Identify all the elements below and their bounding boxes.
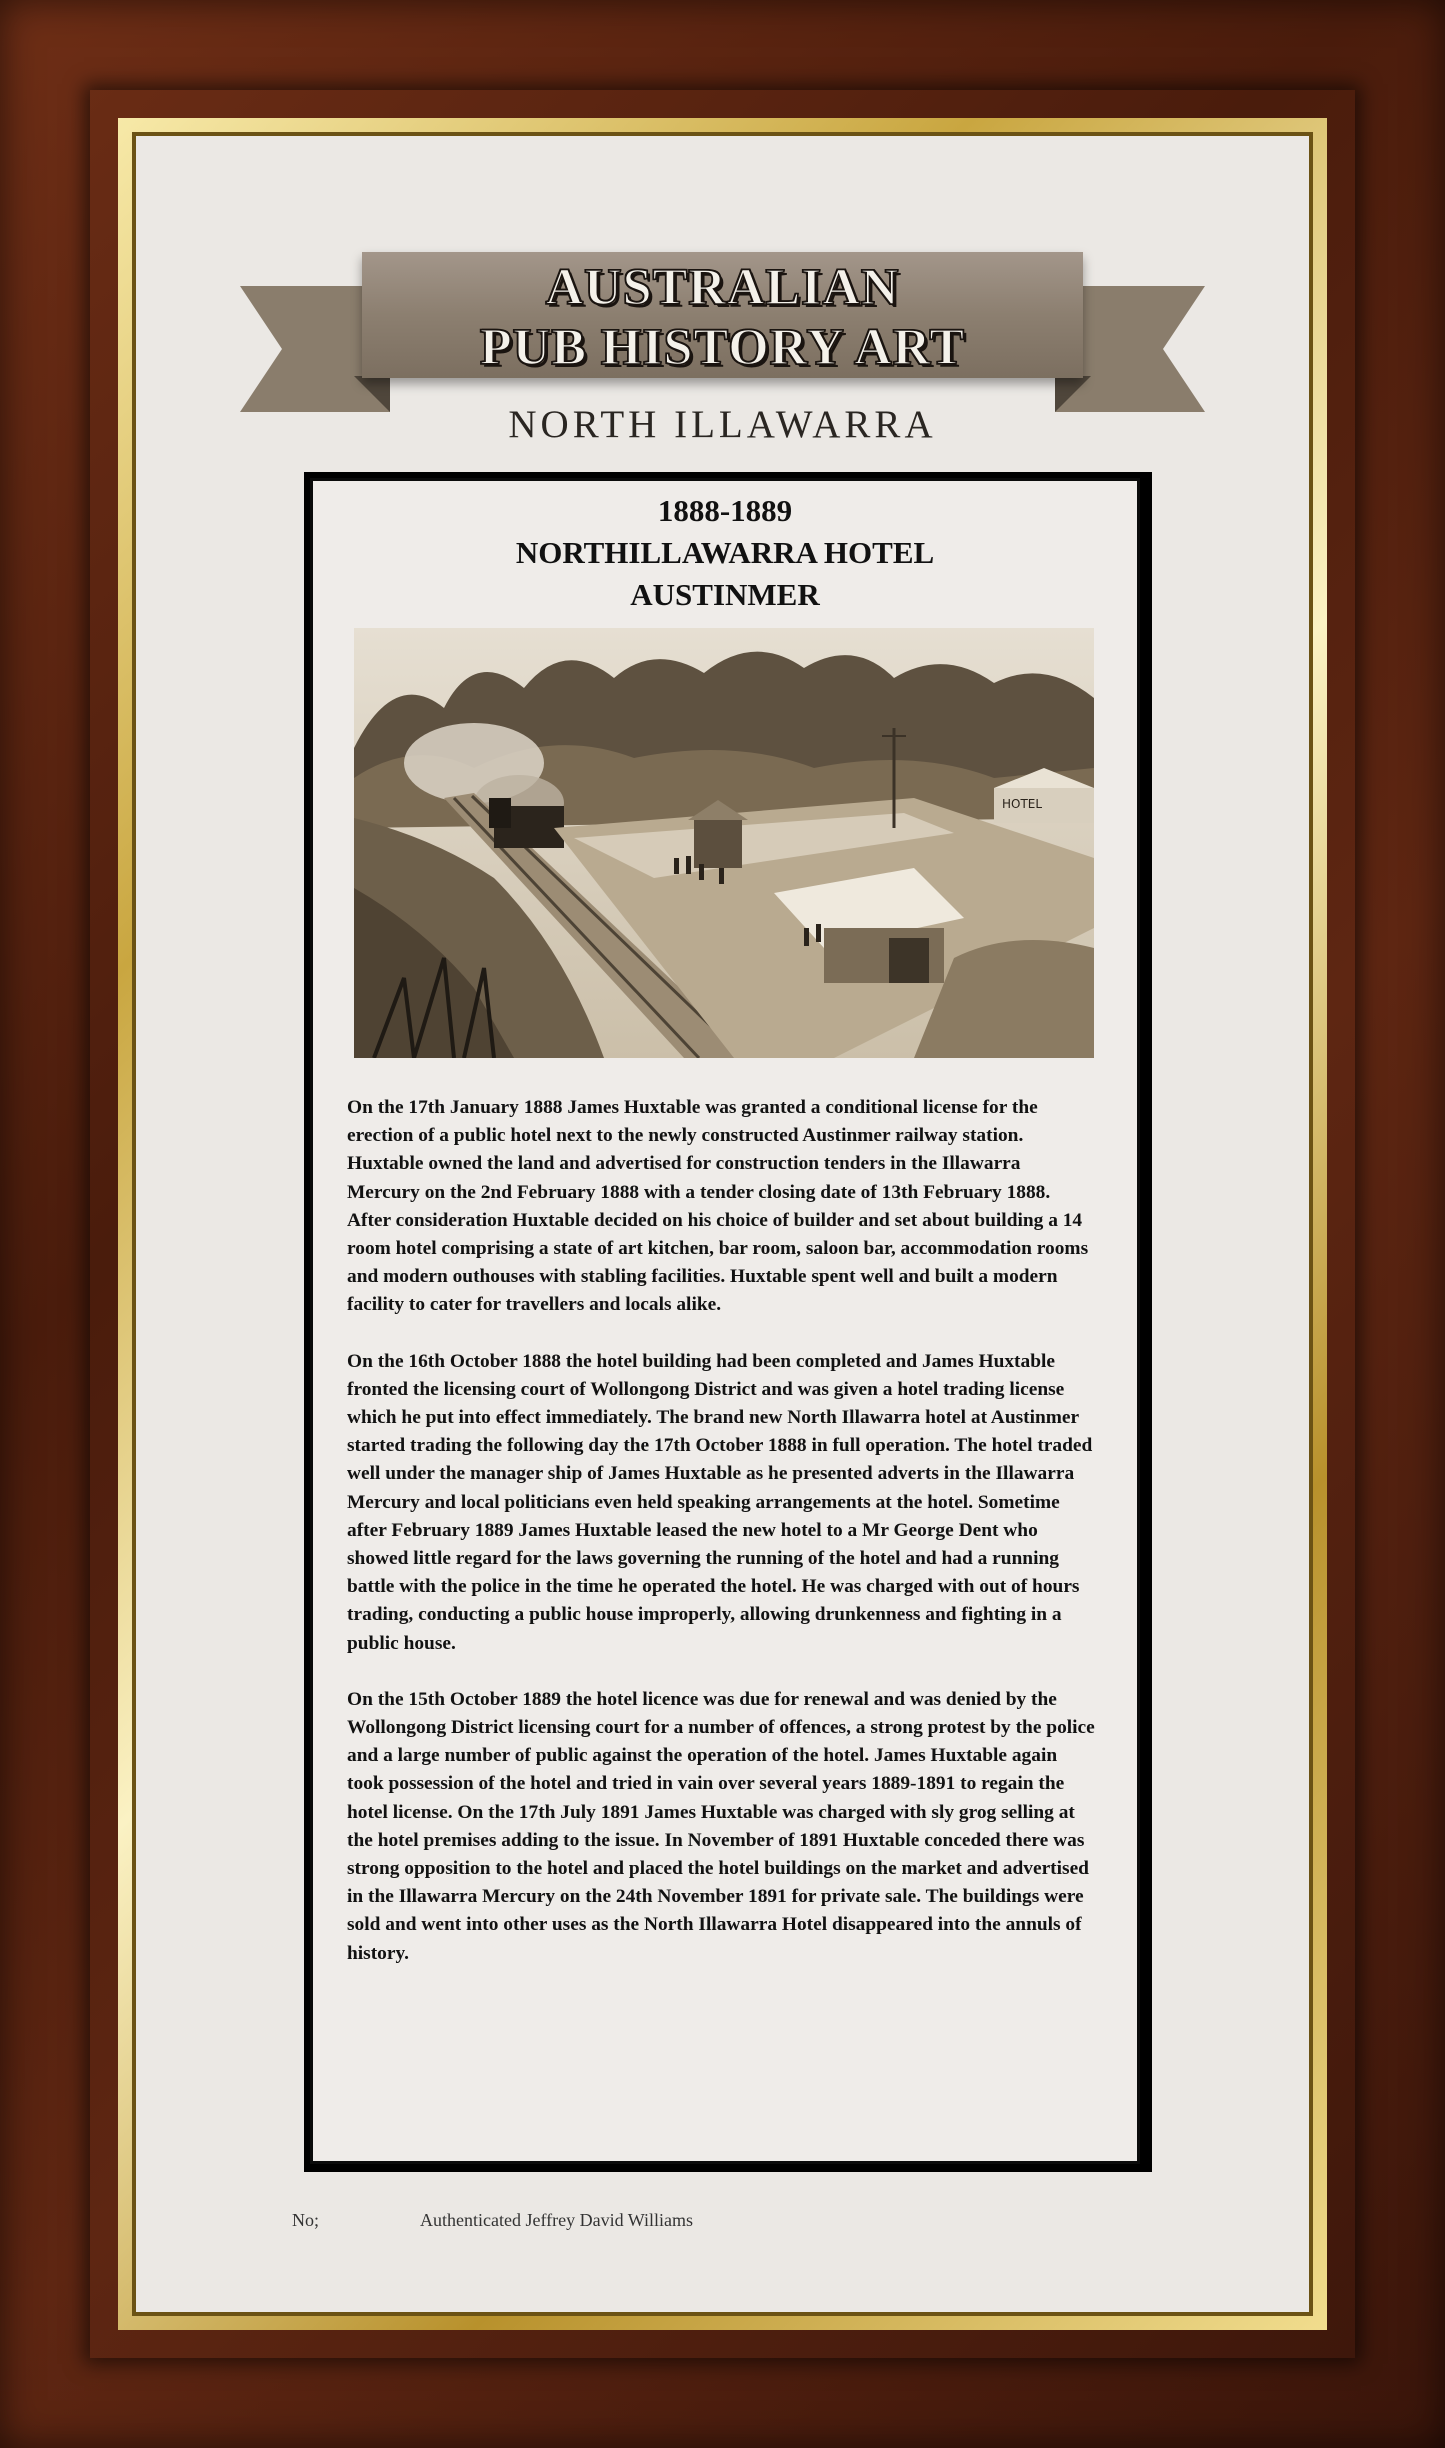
region-subtitle: NORTH ILLAWARRA bbox=[508, 403, 937, 446]
panel-title bbox=[310, 490, 1140, 616]
authentication-signature: Authenticated Jeffrey David Williams bbox=[420, 2210, 694, 2230]
title-place: AUSTINMER bbox=[630, 577, 820, 612]
banner-line-2: PUB HISTORY ART bbox=[479, 319, 966, 376]
edition-number-label: No; bbox=[292, 2210, 319, 2230]
history-paragraph-3: On the 15th October 1889 the hotel licence was due for renewal and was denied by the Wollongong District licensing court for a number of offences, a strong protest by the police and a large number of public against the operation of the hotel. James Huxtable again took possession of the hotel and tried in vain over several years 1889-1891 to regain the hotel license. On the 17th July 1891 James Huxtable was charged with sly grog selling at the hotel premises adding to the issue. In November of 1891 Huxtable conceded there was strong opposition to the hotel and placed the hotel buildings on the market and advertised in the Illawarra Mercury on the 24th November 1891 for private sale. The buildings were sold and went into other uses as the North Illawarra Hotel disappeared into the annuls of history. bbox=[347, 1688, 1095, 1964]
history-paragraph-1: On the 17th January 1888 James Huxtable was granted a conditional license for the erection of a public hotel next to the newly constructed Austinmer railway station. Huxtable owned the land and advertised for construction tenders in the Illawarra Mercury on the 2nd February 1888 with a tender closing date of 13th February 1888. After consideration Huxtable decided on his choice of builder and set about building a 14 room hotel comprising a state of art kitchen, bar room, saloon bar, accommodation rooms and modern outhouses with stabling facilities. Huxtable spent well and built a modern facility to cater for travellers and locals alike. bbox=[347, 1097, 1089, 1316]
banner-title bbox=[362, 258, 1083, 378]
banner-line-1: AUSTRALIAN bbox=[545, 259, 900, 316]
history-paragraph-2: On the 16th October 1888 the hotel building had been completed and James Huxtable fronted the licensing court of Wollongong District and was given a hotel trading license which he put into effect immediately. The brand new North Illawarra hotel at Austinmer started trading the following day the 17th October 1888 in full operation. The hotel traded well under the manager ship of James Huxtable as he presented adverts in the Illawarra Mercury and local politicians even held speaking arrangements at the hotel. Sometime after February 1889 James Huxtable leased the new hotel to a Mr George Dent who showed little regard for the laws governing the running of the hotel and had a running battle with the police in the time he operated the hotel. He was charged with out of hours trading, conducting a public house improperly, allowing drunkenness and fighting in a public house. bbox=[347, 1350, 1093, 1654]
title-hotel: NORTHILLAWARRA HOTEL bbox=[515, 535, 935, 570]
hotel-sign: HOTEL bbox=[1002, 797, 1043, 811]
historic-photo bbox=[354, 628, 1094, 1058]
historic-photo-illustration bbox=[354, 628, 1094, 1058]
title-years: 1888-1889 bbox=[657, 493, 793, 528]
history-text bbox=[347, 1094, 1097, 1996]
